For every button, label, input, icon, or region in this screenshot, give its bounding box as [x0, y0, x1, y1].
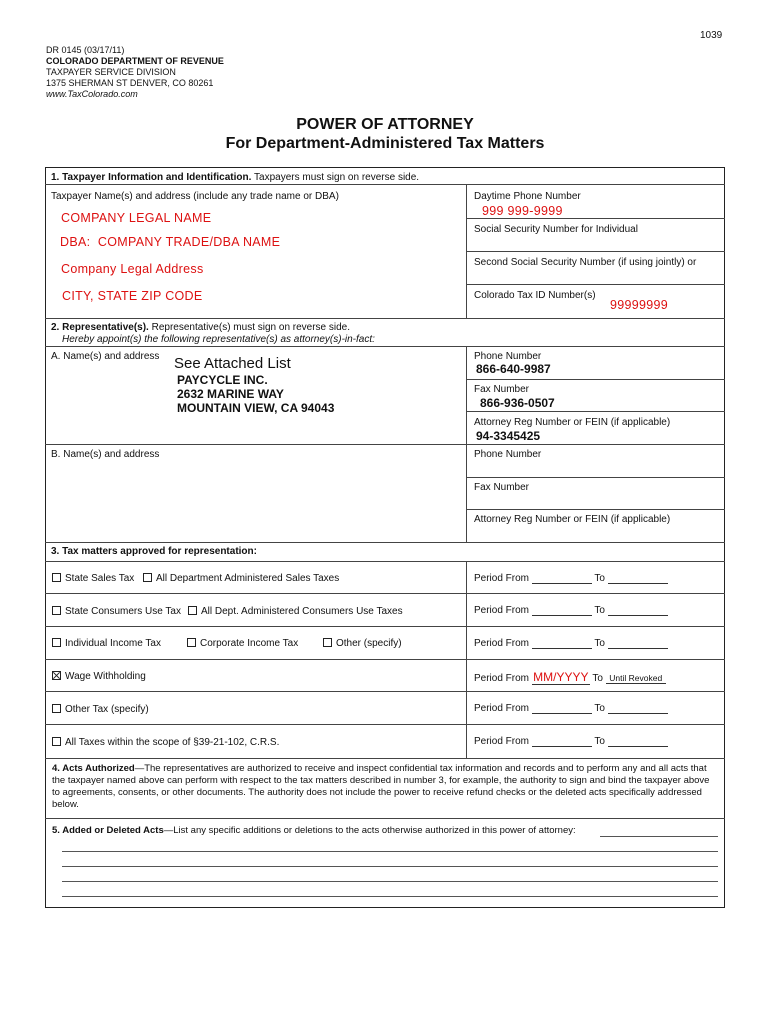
divider	[45, 691, 725, 692]
period-from-field[interactable]	[532, 703, 592, 714]
rep-a-city[interactable]: MOUNTAIN VIEW, CA 94043	[177, 401, 335, 415]
checked-checkbox[interactable]	[52, 671, 61, 680]
checkbox[interactable]	[52, 638, 61, 647]
rep-b-phone-label: Phone Number	[474, 449, 542, 460]
period-row-5: Period From To	[474, 703, 668, 714]
form-subtitle: For Department-Administered Tax Matters	[225, 135, 545, 152]
rep-a-phone[interactable]: 866-640-9987	[476, 362, 551, 376]
divider	[45, 626, 725, 627]
period-from-field[interactable]	[532, 573, 592, 584]
tax-id-label: Colorado Tax ID Number(s)	[474, 290, 596, 301]
checkbox[interactable]	[52, 737, 61, 746]
write-in-line[interactable]	[62, 896, 718, 897]
write-in-line[interactable]	[62, 881, 718, 882]
divider	[45, 593, 725, 594]
period-to-field[interactable]	[608, 703, 668, 714]
divider	[466, 379, 725, 380]
period-to-field[interactable]	[608, 638, 668, 649]
other-specify-option[interactable]: Other (specify)	[323, 638, 402, 649]
rep-b-label: B. Name(s) and address	[51, 449, 160, 460]
tax-id-value[interactable]: 99999999	[610, 298, 669, 312]
checkbox[interactable]	[143, 573, 152, 582]
all-consumers-use-option[interactable]: All Dept. Administered Consumers Use Taxes	[188, 606, 403, 617]
divider	[466, 411, 725, 412]
divider	[466, 218, 725, 219]
rep-a-list[interactable]: See Attached List	[174, 355, 291, 372]
form-title: POWER OF ATTORNEY	[296, 116, 474, 133]
divider	[466, 284, 725, 285]
period-from-field[interactable]	[532, 736, 592, 747]
section4-acts-authorized: 4. Acts Authorized—The representatives are authorized to receive and inspect confidential tax information and records and to perform any and all acts that the taxpayer named above can perform with respect to the tax matters described in number 3, for example, the authority to sign and bind the taxpayer above to agreements, consents, or other documents. The authority does not include the power to receive refund checks or the deleted acts specifically addressed below.	[52, 763, 710, 810]
daytime-phone-label: Daytime Phone Number	[474, 191, 581, 202]
page-number: 1039	[700, 30, 723, 41]
period-row-4: Period From MM/YYYY To Until Revoked	[474, 670, 666, 685]
period-row-6: Period From To	[474, 736, 668, 747]
wage-period-from[interactable]: MM/YYYY	[533, 670, 589, 684]
checkbox[interactable]	[52, 573, 61, 582]
period-row-3: Period From To	[474, 638, 668, 649]
corporate-income-option[interactable]: Corporate Income Tax	[187, 638, 298, 649]
rep-b-reg-label: Attorney Reg Number or FEIN (if applicable)	[474, 514, 671, 525]
write-in-line[interactable]	[600, 836, 718, 837]
rep-b-fax-label: Fax Number	[474, 482, 530, 493]
company-legal-name[interactable]: COMPANY LEGAL NAME	[61, 211, 212, 225]
department-name: COLORADO DEPARTMENT OF REVENUE	[46, 56, 224, 66]
other-tax-option[interactable]: Other Tax (specify)	[52, 704, 149, 715]
section5-heading: 5. Added or Deleted Acts—List any specific additions or deletions to the acts otherwise authorized in this power of attorney:	[52, 825, 576, 836]
period-to-field[interactable]	[608, 605, 668, 616]
division-name: TAXPAYER SERVICE DIVISION	[46, 67, 176, 77]
section2-note: Hereby appoint(s) the following representative(s) as attorney(s)-in-fact:	[62, 334, 375, 345]
divider	[45, 444, 725, 445]
state-sales-tax-option[interactable]: State Sales Tax	[52, 573, 134, 584]
write-in-line[interactable]	[62, 851, 718, 852]
checkbox[interactable]	[187, 638, 196, 647]
ssn-label: Social Security Number for Individual	[474, 224, 638, 235]
divider	[45, 724, 725, 725]
divider	[45, 184, 725, 185]
ssn2-label: Second Social Security Number (if using jointly) or	[474, 257, 697, 268]
divider	[45, 542, 725, 543]
divider	[45, 318, 725, 319]
write-in-line[interactable]	[62, 866, 718, 867]
individual-income-option[interactable]: Individual Income Tax	[52, 638, 161, 649]
checkbox[interactable]	[52, 704, 61, 713]
department-address: 1375 SHERMAN ST DENVER, CO 80261	[46, 78, 214, 88]
form-id: DR 0145 (03/17/11)	[46, 45, 125, 55]
state-consumers-use-option[interactable]: State Consumers Use Tax	[52, 606, 181, 617]
divider	[45, 346, 725, 347]
dba-name: COMPANY TRADE/DBA NAME	[97, 235, 281, 249]
divider	[45, 818, 725, 819]
wage-withholding-option[interactable]: Wage Withholding	[52, 671, 146, 682]
dba-line[interactable]	[60, 235, 280, 249]
rep-a-label: A. Name(s) and address	[51, 351, 160, 362]
checkbox[interactable]	[323, 638, 332, 647]
divider	[466, 477, 725, 478]
rep-a-name[interactable]: PAYCYCLE INC.	[177, 373, 268, 387]
wage-period-to[interactable]: Until Revoked	[606, 673, 666, 684]
divider	[466, 251, 725, 252]
period-row-1: Period From To	[474, 573, 668, 584]
checkbox[interactable]	[52, 606, 61, 615]
divider	[45, 659, 725, 660]
checkbox[interactable]	[188, 606, 197, 615]
rep-a-phone-label: Phone Number	[474, 351, 542, 362]
form-header	[46, 45, 224, 100]
section3-heading: 3. Tax matters approved for representation:	[51, 546, 257, 557]
company-address[interactable]: Company Legal Address	[61, 262, 204, 276]
dba-prefix: DBA:	[60, 235, 91, 249]
period-to-field[interactable]	[608, 573, 668, 584]
period-row-2: Period From To	[474, 605, 668, 616]
section2-heading: 2. Representative(s). Representative(s) must sign on reverse side.	[51, 322, 351, 333]
rep-a-fax[interactable]: 866-936-0507	[480, 396, 555, 410]
divider	[466, 509, 725, 510]
period-from-field[interactable]	[532, 605, 592, 616]
section1-heading: 1. Taxpayer Information and Identification. Taxpayers must sign on reverse side.	[51, 172, 420, 183]
divider	[45, 758, 725, 759]
rep-a-fax-label: Fax Number	[474, 384, 530, 395]
period-to-field[interactable]	[608, 736, 668, 747]
rep-a-street[interactable]: 2632 MARINE WAY	[177, 387, 284, 401]
taxpayer-name-label: Taxpayer Name(s) and address (include any trade name or DBA)	[51, 191, 339, 202]
rep-a-reg[interactable]: 94-3345425	[476, 429, 541, 443]
department-website: www.TaxColorado.com	[46, 89, 138, 99]
all-taxes-option[interactable]: All Taxes within the scope of §39-21-102, C.R.S.	[52, 737, 279, 748]
all-sales-taxes-option[interactable]: All Department Administered Sales Taxes	[143, 573, 339, 584]
city-state-zip[interactable]: CITY, STATE ZIP CODE	[62, 289, 203, 303]
period-from-field[interactable]	[532, 638, 592, 649]
divider	[45, 561, 725, 562]
rep-a-reg-label: Attorney Reg Number or FEIN (if applicable)	[474, 417, 671, 428]
daytime-phone-value[interactable]: 999 999-9999	[482, 204, 563, 218]
